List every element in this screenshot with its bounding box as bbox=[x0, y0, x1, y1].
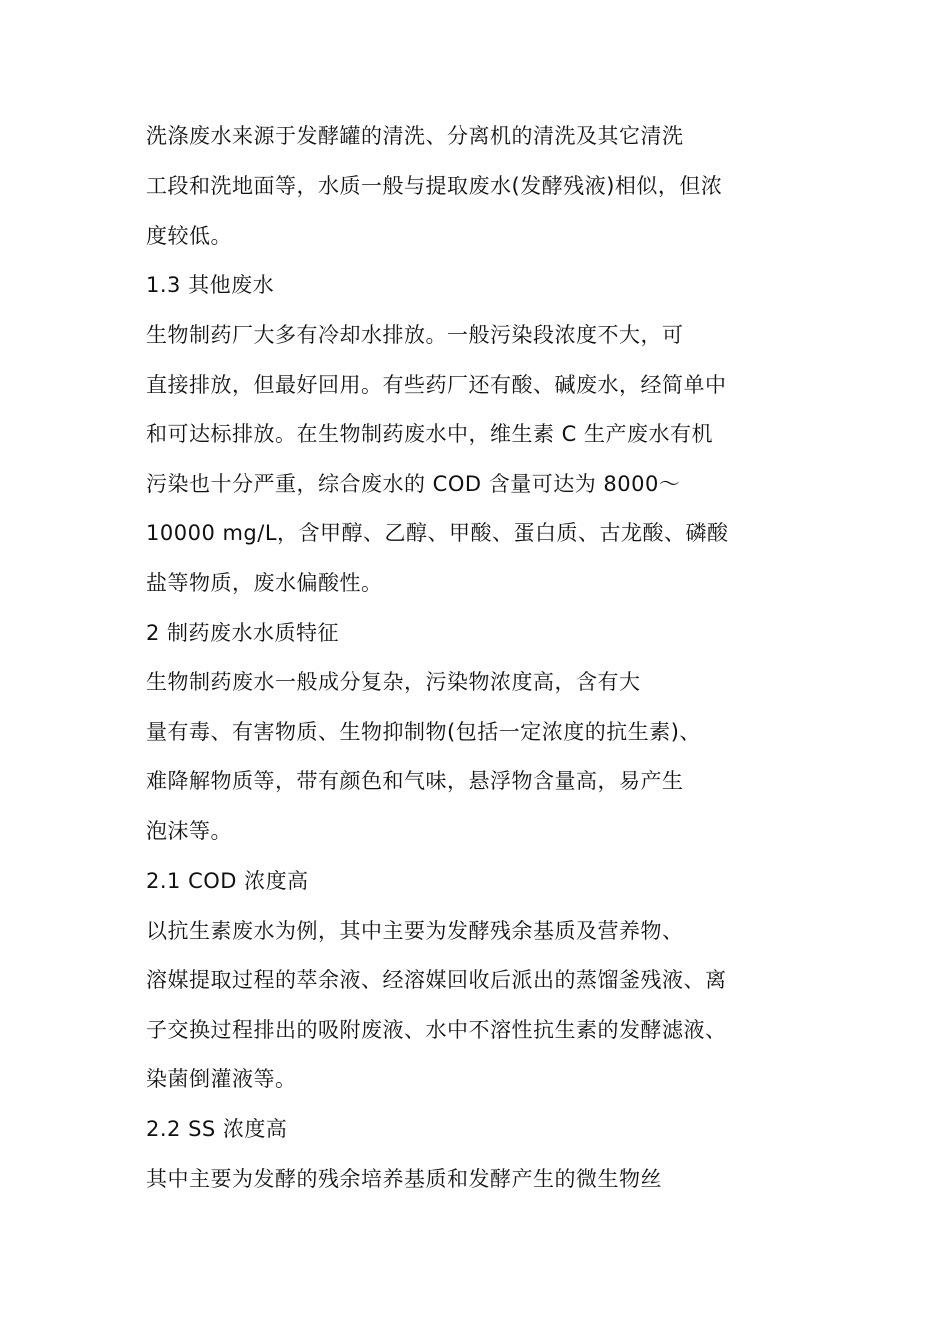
text-line: 量有毒、有害物质、生物抑制物(包括一定浓度的抗生素)、 bbox=[146, 720, 701, 744]
text-line: 度较低。 bbox=[146, 224, 232, 248]
text-line: 泡沫等。 bbox=[146, 819, 232, 843]
section-heading: 1.3 其他废水 bbox=[146, 273, 275, 297]
text-line: 以抗生素废水为例，其中主要为发酵残余基质及营养物、 bbox=[146, 919, 684, 943]
text-line: 染菌倒灌液等。 bbox=[146, 1067, 297, 1091]
text-line: 盐等物质，废水偏酸性。 bbox=[146, 571, 383, 595]
text-line: 洗涤废水来源于发酵罐的清洗、分离机的清洗及其它清洗 bbox=[146, 124, 684, 148]
section-heading: 2.1 COD 浓度高 bbox=[146, 869, 309, 893]
text-line: 工段和洗地面等，水质一般与提取废水(发酵残液)相似，但浓 bbox=[146, 174, 723, 198]
text-line: 10000 mg/L，含甲醇、乙醇、甲酸、蛋白质、古龙酸、磷酸 bbox=[146, 521, 729, 545]
text-line: 子交换过程排出的吸附废液、水中不溶性抗生素的发酵滤液、 bbox=[146, 1018, 727, 1042]
text-line: 污染也十分严重，综合废水的 COD 含量可达为 8000～ bbox=[146, 472, 681, 496]
section-heading: 2 制药废水水质特征 bbox=[146, 621, 340, 645]
section-heading: 2.2 SS 浓度高 bbox=[146, 1117, 288, 1141]
text-line: 难降解物质等，带有颜色和气味，悬浮物含量高，易产生 bbox=[146, 769, 684, 793]
text-line: 其中主要为发酵的残余培养基质和发酵产生的微生物丝 bbox=[146, 1167, 662, 1191]
text-line: 生物制药厂大多有冷却水排放。一般污染段浓度不大，可 bbox=[146, 323, 684, 347]
text-line: 直接排放，但最好回用。有些药厂还有酸、碱废水，经简单中 bbox=[146, 373, 727, 397]
text-line: 和可达标排放。在生物制药废水中，维生素 C 生产废水有机 bbox=[146, 422, 714, 446]
text-line: 生物制药废水一般成分复杂，污染物浓度高，含有大 bbox=[146, 670, 641, 694]
text-line: 溶媒提取过程的萃余液、经溶媒回收后派出的蒸馏釜残液、离 bbox=[146, 968, 727, 992]
